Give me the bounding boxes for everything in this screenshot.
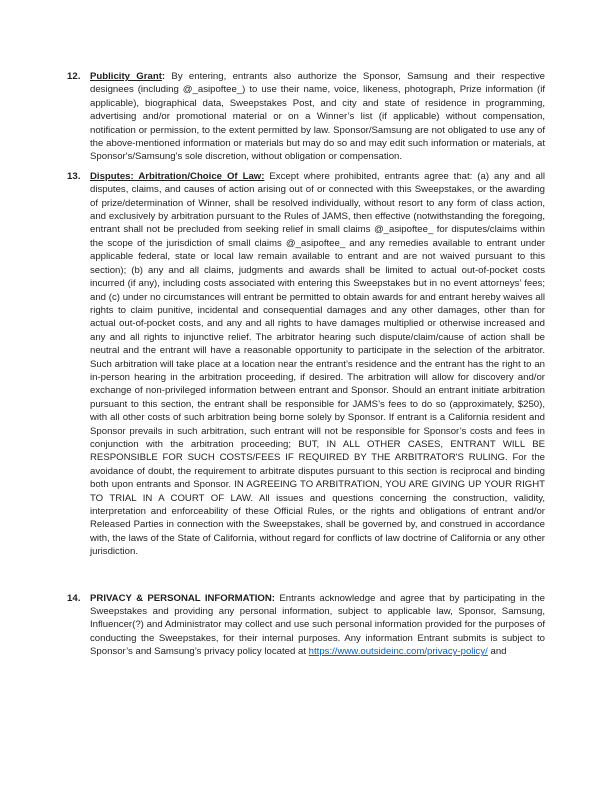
item-heading: PRIVACY & PERSONAL INFORMATION: (90, 592, 275, 604)
item-number: 13. (67, 170, 81, 182)
item-body-text: Except where prohibited, entrants agree that: (a) any and all disputes, claims, and causes of action arising out of or connected with this Sweepstakes, or the awarding of prize/determination of Winner, shall be resolved individually, without resort to any form of class action, and exclusively by arbitration pursuant to the Rules of JAMS, then effective (notwithstanding the foregoing, entrant shall not be precluded from seeking relief in small claims @_asipoftee_ for disputes/claims within the scope of the jurisdiction of small claims @_asipoftee_ and any remedies available to entrant under applicable federal, state or local law remain available to entrant and are not waived pursuant to this section); (b) any and all claims, judgments and awards shall be limited to actual out-of-pocket costs incurred (if any), including costs associated with entering this Sweepstakes but in no event attorneys’ fees; and (c) under no circumstances will entrant be permitted to obtain awards for and entrant hereby waives all rights to claim punitive, incidental and consequential damages and any other damages, other than for actual out-of-pocket costs, and any and all rights to have damages multiplied or otherwise increased and any and all rights to injunctive relief. The arbitrator hearing such dispute/claim/cause of action shall be neutral and the entrant will have a reasonable opportunity to participate in the selection of the arbitrator. Such arbitration will take place at a location near the entrant’s residence and the entrant has the right to an in-person hearing in the arbitration proceeding, if desired. The arbitration will allow for discovery and/or exchange of non-privileged information between entrant and Sponsor. Should an entrant initiate arbitration pursuant to this section, the entrant shall be responsible for JAMS’s fees to do so (approximately, $250), with all other costs of such arbitration being borne solely by Sponsor. If entrant is a California resident and Sponsor prevails in such arbitration, such entrant will not be responsible for Sponsor’s costs and fees in conjunction with the arbitration proceeding; BUT, IN ALL OTHER CASES, ENTRANT WILL BE RESPONSIBLE FOR SUCH COSTS/FEES IF REQUIRED BY THE ARBITRATOR'S RULING. For the avoidance of doubt, the requirement to arbitrate disputes pursuant to this section is reciprocal and binding both upon entrants and Sponsor. IN AGREEING TO ARBITRATION, YOU ARE GIVING UP YOUR RIGHT TO TRIAL IN A COURT OF LAW. All issues and questions concerning the construction, validity, interpretation and enforceability of these Official Rules, or the rights and obligations of entrant and/or Released Parties in connection with the Sweepstakes, shall be governed by, and construed in accordance with, the laws of the State of California, without regard for conflicts of law doctrine of California or any other jurisdiction. (90, 170, 545, 558)
terms-numbered-list (67, 70, 546, 659)
item-after-link-text: and (490, 646, 507, 658)
item-body-text: Entrants acknowledge and agree that by participating in the Sweepstakes and providing any personal information, subject to applicable law, Sponsor, Samsung, Influencer(?) and Administrator may collect and use such personal information provided for the purposes of conducting the Sweepstakes, for their internal purposes. Any information Entrant submits is subject to Sponsor’s and Samsung’s privacy policy located at (90, 592, 545, 658)
item-heading: Disputes: Arbitration/Choice Of Law: (90, 170, 265, 182)
item-paragraph (90, 70, 545, 164)
item-heading: Publicity Grant (90, 71, 162, 82)
privacy-policy-link[interactable]: https://www.outsideinc.com/privacy-policy/ (308, 646, 488, 658)
item-heading-colon: : (161, 71, 166, 82)
item-body-text: By entering, entrants also authorize the Sponsor, Samsung and their respective designees (including @_asipoftee_) to use their name, voice, likeness, photograph, Prize information (if applicable), biographical data, Sweepstakes Post, and city and state of residence in programming, advertising and/or promotional material or on a Winner’s list (if applicable) without compensation, notification or permission, to the extent permitted by law. Sponsor/Samsung are not obligated to use any of the above-mentioned information or materials but may do so and may edit such information or materials, at Sponsor's/Samsung’s sole discretion, without obligation or compensation. (90, 71, 546, 163)
list-item-disputes-arbitration (67, 170, 545, 559)
list-item-privacy-personal-information (67, 592, 545, 659)
item-number: 12. (67, 71, 81, 82)
item-number: 14. (67, 592, 81, 604)
list-item-publicity-grant (67, 70, 546, 164)
item-paragraph (90, 170, 545, 559)
item-paragraph (90, 592, 545, 659)
